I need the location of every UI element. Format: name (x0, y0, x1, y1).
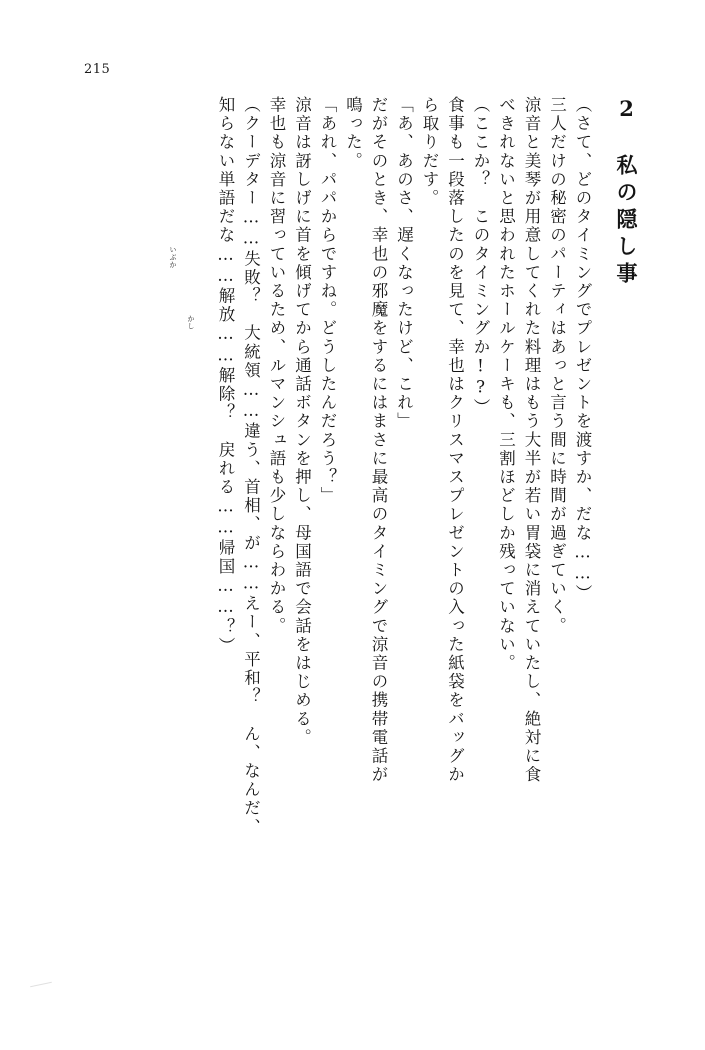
page-number: 215 (84, 62, 111, 77)
body-line: （ここか？ このタイミングか!?） (471, 96, 490, 418)
body-line: 知らない単語だな……解放……解除？ 戻れる……帰国……？） (216, 96, 235, 656)
ruby-annotation-kashi: かし (187, 315, 195, 330)
body-line: ら取りだす。 (420, 96, 439, 208)
ruby-annotation-ibuka: いぶか (169, 246, 177, 269)
body-line: 幸也も涼音に習っているため、ルマンシュ語も少しならわかる。 (267, 96, 286, 636)
body-line: 三人だけの秘密のパーティはあっと言う間に時間が過ぎていく。 (547, 96, 567, 636)
body-line: （クーデター……失敗？ 大統領……違う、首相、が……えー、平和？ ん、なんだ、 (241, 96, 261, 837)
body-line: 涼音は訝しげに首を傾げてから通話ボタンを押し、母国語で会話をはじめる。 (292, 96, 312, 747)
body-line: 食事も一段落したのを見て、幸也はクリスマスプレゼントの入った紙袋をバッグか (445, 96, 465, 785)
chapter-heading: 2 私の隠し事 (614, 96, 639, 289)
body-line: だがそのとき、幸也の邪魔をするにはまさに最高のタイミングで涼音の携帯電話が (369, 96, 388, 785)
vertical-text-block (67, 96, 647, 986)
body-line: （さて、どのタイミングでプレゼントを渡すか、だな……） (573, 96, 592, 604)
page-corner-mark (30, 978, 56, 992)
body-line: 「あ、あのさ、遅くなったけど、これ」 (394, 96, 414, 431)
body-line: べきれないと思われたホールケーキも、三割ほどしか残っていない。 (496, 96, 516, 673)
body-line: 鳴った。 (343, 96, 363, 171)
body-line: 「あれ、パパからですね。どうしたんだろう？」 (318, 96, 337, 506)
body-line: 涼音と美琴が用意してくれた料理はもう大半が若い胃袋に消えていたし、絶対に食 (522, 96, 541, 785)
